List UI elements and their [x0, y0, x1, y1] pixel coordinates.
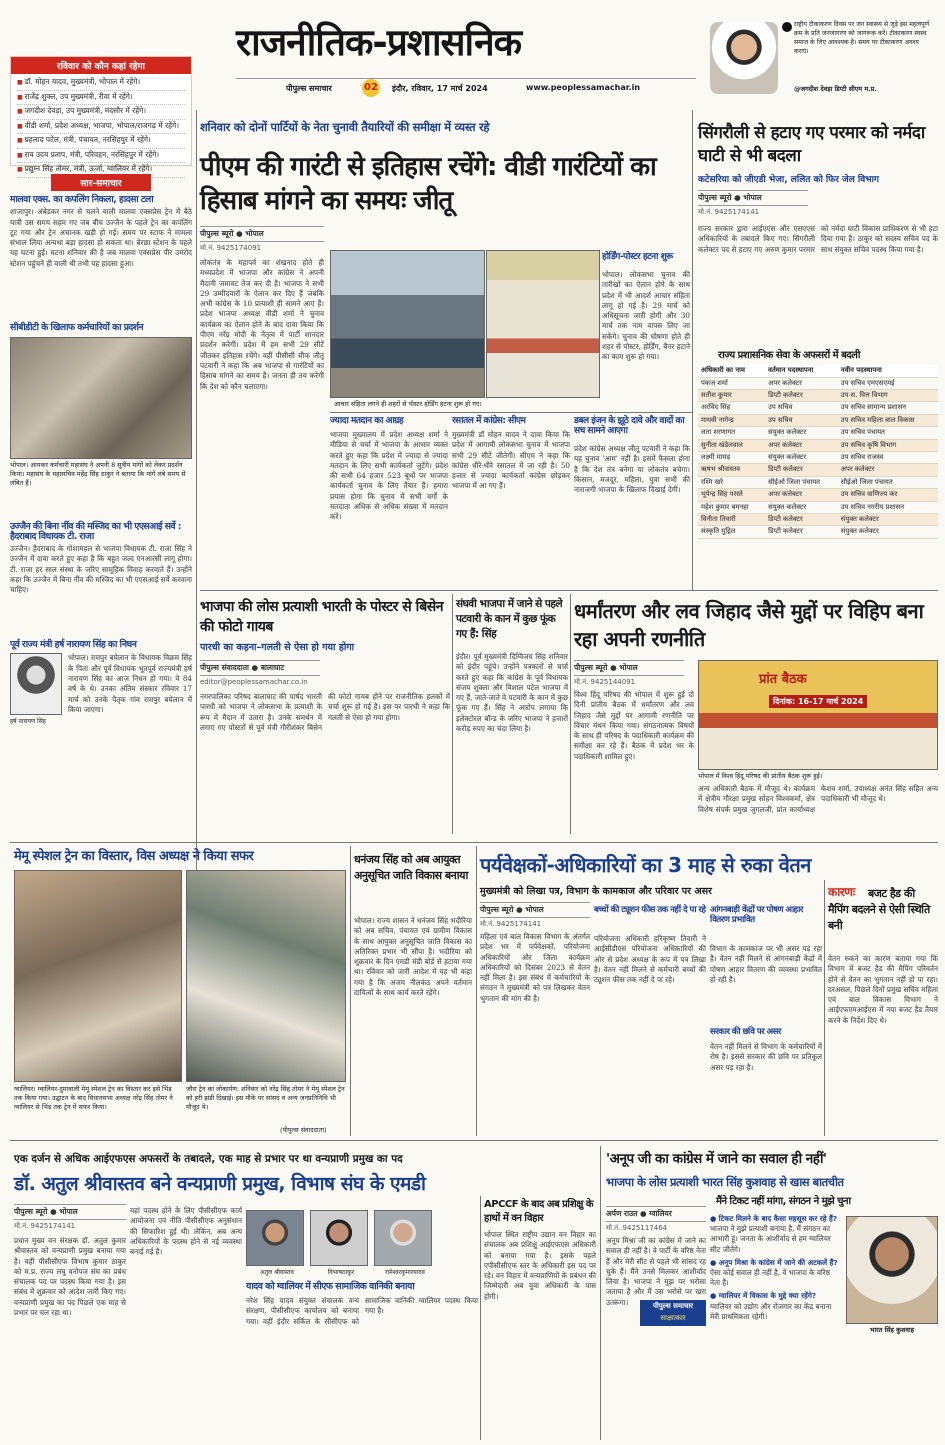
lead-byline: पीपुल्स ब्यूरो ● भोपाल — [200, 226, 324, 242]
ifs-sub-body: नरेश सिंह यादव संयुक्त संचालक वन्य संरक्षण, पीसीसीएफ कार्यालय को बनाया गया। वहीं इंदौर सर्किल के सीसीएफ को सामाजिक वानिकी ग्वालियर पदस्थ किया गया है। — [246, 1296, 478, 1326]
row-divider — [10, 1140, 938, 1141]
interview-headline: भाजपा के लोस प्रत्याशी भारत सिंह कुशवाह से खास बातचीत — [606, 1175, 844, 1189]
quote-box — [708, 20, 936, 96]
ifs-headline: डॉ. अतुल श्रीवास्तव बने वन्यप्राणी प्रमुख, विभाष संघ के एमडी — [14, 1173, 426, 1195]
train-headline: मेमू स्पेशल ट्रेन का विस्तार, विस अध्यक्ष ने किया सफर — [14, 849, 254, 864]
train-credit: (पीपुल्स संवाददाता) — [280, 1126, 327, 1134]
list-item: ■ जगदीश देवड़ा, उप मुख्यमंत्री, मंदसौर में रहेंगे। — [17, 105, 185, 120]
ifs-sub-head: यादव को ग्वालियर में सीएफ सामाजिक वानिकी बनाया — [246, 1281, 415, 1292]
table-cell: अरविंद सिंह — [698, 402, 765, 414]
ifs-photo2-caption: विभाषठाकुर — [327, 1269, 355, 1276]
table-row — [698, 427, 938, 439]
table-cell: उप सचिव सामान्य प्रशासन — [838, 402, 938, 414]
interview-inset — [640, 1300, 706, 1326]
table-cell: डिप्टी कलेक्टर — [765, 464, 838, 476]
saar-story1-body: शाजापुर। अंबेडकर नगर से चलने वाली मालवा एक्सप्रेस ट्रेन में बैठे यात्री उस समय सहम गए जब बीच उज्जैन के पहले ट्रेन का कपलिंग टूट गया और ट्रेन अचानक खड़ी हो गई। समय पर स्टाफ ने मामला संभाल लिया अन्यथा बड़ा हादसा हो सकता था। बेरछा स्टेशन के पहले यह घटना हुई। घटना शनिवार की है जब मालवा एक्सप्रेस पीर उमरोद स्टेशन पहुंचने ही वाली थी तभी यह हादसा हुआ। — [10, 207, 192, 268]
table-cell: उप सचिव वाणिज्य कर — [838, 489, 938, 501]
table-cell: डिप्टी कलेक्टर — [765, 390, 838, 402]
sanghvi-headline: संघवी भाजपा में जाने से पहले पटवारी के कान में कुछ फूंक गए हैं: सिंह — [456, 598, 563, 640]
table-cell: उप सचिव पंचायत — [838, 427, 938, 439]
saar-story2-head: सीबीडीटी के खिलाफ कर्मचारियों का प्रदर्शन — [10, 322, 144, 334]
saar-story1-head: मालवा एक्स. का कपलिंग निकला, हादसा टला — [10, 194, 154, 205]
col-divider — [570, 594, 571, 834]
table-cell: महेश कुमार बमनहा — [698, 501, 765, 513]
table-cell: संस्कृति मुद्गिल — [698, 526, 765, 538]
vhp-byline-box — [574, 660, 684, 687]
table-cell: उप सचिव नगरीय प्रशासन — [838, 501, 938, 513]
interview-question: ● टिकट मिलने के बाद कैसा महसूस कर रहे हैं? — [710, 1214, 838, 1223]
quote-avatar — [710, 22, 778, 94]
salary-sub3-head: सरकार की छवि पर असर — [710, 1027, 781, 1037]
interview-qa — [710, 1214, 842, 1436]
lead-photo-2 — [486, 250, 600, 398]
salary-headline: पर्यवेक्षकों-अधिकारियों का 3 माह से रुका वेतन — [480, 853, 811, 877]
table-cell: उप सचिव कृषि विभाग — [838, 439, 938, 451]
interview-byline-box — [606, 1206, 706, 1233]
col-divider — [692, 110, 693, 590]
salary-body: महिला एवं बाल विकास विभाग के अंतर्गत प्रदेश भर में पर्यवेक्षकों, परियोजना अधिकारियों और जिला कार्यक्रम अधिकारियों को दिसंबर 2023 से वेतन नहीं मिला है। इस संबंध में कर्मचारियों के संगठन ने मुख्यमंत्री को पत्र लिखकर वेतन भुगतान की मांग की है। — [480, 932, 590, 1003]
vhp-byline: पीपुल्स ब्यूरो ● भोपाल — [574, 660, 684, 676]
singrauli-byline-box — [698, 190, 808, 217]
paper-name: पीपुल्स समाचार — [286, 84, 332, 93]
table-cell: उप सचिव — [765, 402, 838, 414]
lead-body: लोकतंत्र के महापर्व का शंखनाद होते ही मध्यप्रदेश में भाजपा और कांग्रेस ने अपनी मैदानी जमावट तेज कर दी है। भाजपा ने सभी 29 उम्मीदवारों के ऐलान कर दिए हैं जबकि अभी कांग्रेस के 10 प्रत्याशी ही सामने आए हैं। प्रदेश भाजपा अध्यक्ष वीडी शर्मा ने चुनाव कार्यक्रम का ऐलान होने के बाद दावा किया कि पीएम नरेंद्र मोदी के नेतृत्व में पार्टी शानदार प्रदर्शन करेगी। प्रदेश में हम सभी 29 सीटें जीतकर इतिहास रचेंगे। वहीं पीसीसी चीफ जीतू पटवारी ने कहा कि अब भाजपा से गारंटियों का हिसाब मांगने का समय है। जनता ही तय करेगी कि देश को कौन चलाएगा। — [200, 258, 324, 391]
quote-icon — [782, 22, 792, 32]
header-cell: अधिकारी का नाम — [698, 365, 765, 377]
table-cell: अपर कलेक्टर — [765, 489, 838, 501]
lead-side-head: होर्डिंग-पोस्टर हटना शुरू — [602, 252, 673, 262]
table-row — [698, 514, 938, 526]
train-caption-left: ग्वालियर। ग्वालियर-दुमावाली मेमू स्पेशल ट्रेन का विस्तार कर इसे भिंड तक किया गया। उद्घाटन के बाद विधानसभा अध्यक्ष नरेंद्र सिंह तोमर ने ग्वालियर से भिंड तक ट्रेन में सफर किया। — [14, 1085, 173, 1111]
table-cell: माधवी नागेन्द्र — [698, 414, 765, 426]
vhp-mobile: मो.नं. 9425144091 — [574, 678, 636, 686]
page-number: 02 — [362, 79, 380, 97]
ifs-byline-box — [14, 1204, 126, 1231]
vhp-headline: धर्मांतरण और लव जिहाद जैसे मुद्दों पर विहिप बना रहा अपनी रणनीति — [574, 599, 924, 651]
salary-sub1-body: परियोजना अधिकारी हरिकृष्ण तिवारी ने आईसीडीएस परियोजना अधिकारियों की ओर से प्रदेश अध्यक्ष के रूप में पत्र लिखा है। वेतन नहीं मिलने से कर्मचारी बच्चों की ट्यूशन फीस तक नहीं दे पा रहे। — [594, 934, 706, 985]
table-cell: लता शरणागत — [698, 427, 765, 439]
salary-byline-box — [480, 902, 590, 929]
col-divider — [452, 594, 453, 834]
list-item: ■ प्रद्युम्न सिंह तोमर, मंत्री, ऊर्जा, ग्वालियर में रहेंगे। — [17, 163, 185, 178]
ifs-byline: पीपुल्स ब्यूरो ● भोपाल — [14, 1204, 126, 1220]
dhananjay-body: भोपाल। राज्य शासन ने धनंजय सिंह भदौरिया को अब सचिव, पंचायत एवं ग्रामीण विकास के साथ आयुक्त अनुसूचित जाति विकास का अतिरिक्त प्रभार भी सौंपा है। भदौरिया को शुक्रवार के दिन एमडी मंडी बोर्ड से हटाया गया था। रविवार को जारी आदेश में यह भी कहा गया है कि अजय नीलकंठ अपने वर्तमान दायित्वों के साथ कार्य करते रहेंगे। — [354, 916, 472, 998]
lead-side-body: भोपाल। लोकसभा चुनाव की तारीखों का ऐलान होने के साथ प्रदेश में भी आदर्श आचार संहिता लागू हो गई है। 29 मार्च को अधिसूचना जारी होगी और 30 मार्च तक नाम वापस लिए जा सकेंगे। चुनाव की घोषणा होते ही शहर से पोस्टर, होर्डिंग, बैनर हटाने का काम शुरू हो गया। — [602, 270, 690, 362]
table-row — [698, 439, 938, 451]
budget-headline: बजट हैड की मैपिंग बदलने से ऐसी स्थिति बनी — [828, 887, 930, 932]
lead-photo — [330, 250, 485, 398]
table-header — [698, 365, 938, 377]
bjp-poster-email[interactable]: editor@peoplessamachar.co.in — [200, 678, 308, 686]
list-item: ■ राजेंद्र शुक्ल, उप मुख्यमंत्री, रीवा में रहेंगे। — [17, 91, 185, 106]
transfers-title: राज्य प्रशासनिक सेवा के अफसरों में बदली — [718, 350, 860, 361]
dual-engine-body: प्रदेश कांग्रेस अध्यक्ष जीतू पटवारी ने कहा कि यह चुनाव 'आम' नहीं है। इसमें फैसला होना है कि देश तंत्र बनेगा या लोकतंत्र बचेगा। किसान, मजदूर, महिला, युवा सभी की नाराजगी भाजपा के खिलाफ दिखाई देगी। — [574, 444, 690, 495]
table-row — [698, 414, 938, 426]
interview-question: ● ग्वालियर में विकास के मुद्दे क्या रहेंगे? — [710, 1291, 817, 1301]
col-divider — [600, 1146, 601, 1440]
ifs-photo1-caption: अतुल श्रीवास्तव — [260, 1269, 294, 1276]
table-row — [698, 526, 938, 538]
table-cell: सतीश कुमार — [698, 390, 765, 402]
table-row — [698, 501, 938, 513]
saar-story2-caption: भोपाल। आयकर कर्मचारी महासंघ ने अपनी 8 सूत्रीय मांगों को लेकर प्रदर्शन किया। महासंघ के महासचिव महेंद्र सिंह ठाकुर ने बताया कि मांगें लंबे समय से लंबित हैं। — [10, 460, 186, 487]
vhp-body2: अन्य अधिकारी बैठक में मौजूद थे। कार्यक्रम में क्षेत्रीय गौरक्षा प्रमुख सोहन विश्वकर्मा, क्षेत्र विशेष संपर्क प्रमुख जुगलजी, प्रांत कार्याध्यक्ष केशव शर्मा, उपाध्यक्ष अनंत सिंह सहित अन्य पदाधिकारी भी मौजूद थे। — [698, 784, 938, 814]
apccf-body: भोपाल स्थित राष्ट्रीय उद्यान वन विहार का संचालक अब प्रशिक्षु आईएफएस अधिकारी को बनाया गया है। इसके पहले एपीसीसीएफ स्तर के अधिकारी इस पद पर रहे। वन विहार में वन्यप्राणियों के प्रबंधन की जिम्मेदारी अब युवा अधिकारी के पास होगी। — [484, 1230, 596, 1301]
header-cell: वर्तमान पदस्थापना — [765, 365, 838, 377]
table-cell: सुनीता खंडेलवाल — [698, 439, 765, 451]
inset-label: साक्षात्कार — [660, 1314, 686, 1322]
ifs-kicker: एक दर्जन से अधिक आईएफएस अफसरों के तबादले, एक माह से प्रभार पर था वन्यप्राणी प्रमुख का पद — [14, 1153, 403, 1165]
sunday-list — [11, 74, 191, 180]
ifs-photo3-caption: रामेश्वरकुमारयादव — [385, 1269, 425, 1276]
budget-body: वेतन रुकने का कारण बताया गया कि विभाग में बजट हैड की मैपिंग परिवर्तन होने से वेतन का भुगतान नहीं हो पा रहा। दरअसल, पिछले दिनों प्रमुख सचिव महिला एवं बाल विकास विभाग ने आईएफएमआईएस में नया बजट हैड तैयार करने के निर्देश दिए थे। — [828, 954, 938, 1025]
lead-mobile: मो.नं. 9425174091 — [200, 244, 262, 252]
saar-story4-head: पूर्व राज्य मंत्री हर्ष नारायण सिंह का निधन — [10, 639, 137, 651]
table-cell: रश्मि खरे — [698, 476, 765, 488]
section-title: राजनीतिक-प्रशासनिक — [236, 21, 522, 64]
table-row — [698, 464, 938, 476]
table-row — [698, 476, 938, 488]
vhp-banner-text: प्रांत बैठक — [759, 672, 807, 687]
table-cell: विनीता तिवारी — [698, 514, 765, 526]
salary-mobile: मो.नं. 9425174141 — [480, 920, 542, 928]
dual-engine-head: डबल इंजन के झूठे दावे और वादों का सच सामने आएगा — [574, 416, 685, 437]
table-cell: अपर कलेक्टर — [838, 464, 938, 476]
dateline: इंदौर, रविवार, 17 मार्च 2024 — [392, 84, 488, 93]
interview-byline: अर्पण राउत ● ग्वालियर — [606, 1206, 706, 1222]
table-row — [698, 402, 938, 414]
vhp-body: विश्व हिंदू परिषद की भोपाल में शुरू हुई दो दिनी प्रांतीय बैठक में धर्मांतरण और लव जिहाद जैसे मुद्दों पर आगामी रणनीति पर विचार मंथन किया गया। संगठनात्मक विषयों के साथ ही परिषद के पदाधिकारी कार्यक्रम की समीक्षा कर रहे हैं। बैठक में प्रदेश भर के पदाधिकारी शामिल हुए। — [574, 690, 694, 761]
lead-photo-caption: आचार संहिता लगने ही शहरों से पोस्टर होर्डिंग हटना शुरू हो गए। — [334, 400, 482, 408]
lead-kicker: शनिवार को दोनों पार्टियों के नेता चुनावी तैयारियों की समीक्षा में व्यस्त रहे — [200, 120, 490, 134]
ifs-photo-1 — [246, 1210, 304, 1266]
table-row — [698, 390, 938, 402]
apccf-headline: APCCF के बाद अब प्रशिक्षु के हाथों में वन विहार — [484, 1199, 594, 1224]
ifs-body2: यहां पदस्थ होने के लिए पीसीसीएफ कार्य आयोजना एवं नीति पीसीसीएफ अनुसंधान की सिफारिश हुई थी। लेकिन, अब अन्य अधिकारियों के पदस्थ होने से नई व्यवस्था बनाई गई है। — [130, 1206, 242, 1257]
table-cell: डिप्टी कलेक्टर — [765, 526, 838, 538]
table-cell: अपर कलेक्टर — [765, 439, 838, 451]
protest-photo — [10, 337, 192, 459]
table-row — [698, 452, 938, 464]
vhp-photo — [698, 660, 938, 770]
interview-intro: अनूप मिश्रा जी का कांग्रेस में जाने का सवाल ही नहीं है। वे पार्टी के वरिष्ठ नेता हैं और मेरी सीट से पहले भी सांसद रह चुके हैं। मैंने उनसे मिलकर आशीर्वाद लिया है। भाजपा ने मुझ पर भरोसा जताया है और मैं उस भरोसे पर खरा उतरूंगा। — [606, 1236, 706, 1307]
table-cell: सीईओ जिला पंचायत — [765, 476, 838, 488]
dhananjay-headline: धनंजय सिंह को अब आयुक्त अनुसूचित जाति विकास बनाया — [354, 853, 468, 882]
table-cell: संयुक्त कलेक्टर — [765, 427, 838, 439]
table-cell: सीईओ जिला पंचायत — [838, 476, 938, 488]
table-cell: लक्ष्मी मामड़ — [698, 452, 765, 464]
table-cell: अपर कलेक्टर — [765, 377, 838, 389]
lead-byline-box — [200, 226, 324, 253]
table-cell: संयुक्त कलेक्टर — [765, 501, 838, 513]
table-cell: उप सचिव राजस्व — [838, 452, 938, 464]
ifs-photo-3 — [374, 1210, 432, 1266]
salary-subhead: मुख्यमंत्री को लिखा पत्र, विभाग के कामकाज और परिवार पर असर — [480, 886, 712, 897]
vhp-photo-caption: भोपाल में विश्व हिंदू परिषद की प्रांतीय बैठक शुरू हुई। — [698, 772, 823, 780]
col-divider — [350, 846, 351, 1136]
congress-head: रसातल में कांग्रेस: सीएम — [452, 416, 526, 426]
interview-answer: भाजपा ने मुझे प्रत्याशी बनाया है, मैं संगठन का आभारी हूं। जनता के आशीर्वाद से हम ग्वालियर सीट जीतेंगे। — [710, 1224, 831, 1254]
saar-story4-body: भोपाल। रामपुर बघेलान के विधायक विक्रम सिंह के पिता और पूर्व विधायक भूतपूर्व राज्यमंत्री हर्ष नारायण सिंह का आज निधन हो गया। वे 84 वर्ष के थे। उनका अंतिम संस्कार रविवार 17 मार्च को उनके पैतृक गांव रामपुर बघेलान में किया जाएगा। — [68, 653, 192, 714]
row-divider — [330, 412, 692, 413]
singrauli-body: राज्य सरकार द्वारा आईएएस और एसएएस अधिकारियों के तबादले किए गए। सिंगरौली कलेक्टर पद से हटाए गए अरुण कुमार परमार को नर्मदा घाटी विकास प्राधिकरण से भी हटा दिया गया है। ठाकुर को सदस्य सचिव पद के साथ संयुक्त सचिव पदस्थ किया गया है। — [698, 224, 938, 254]
list-item: ■ डॉ. मोहन यादव, मुख्यमंत्री, भोपाल में रहेंगे। — [17, 76, 185, 91]
row-divider — [200, 590, 938, 591]
list-item: ■ प्रहलाद पटेल, मंत्री, पंचायत, नरसिंहपुर में रहेंगे। — [17, 134, 185, 149]
row-divider — [10, 842, 938, 843]
ifs-mobile: मो.नं. 9425174141 — [14, 1222, 76, 1230]
col-divider — [480, 1196, 481, 1440]
interview-intro-cont — [606, 1340, 706, 1436]
bjp-poster-byline: पीपुल्स संवाददाता ● बालाघाट — [200, 660, 320, 676]
list-item: ■ वीडी शर्मा, प्रदेश अध्यक्ष, भाजपा, भोपाल/राजगढ़ में रहेंगे। — [17, 120, 185, 135]
ifs-body: प्रधान मुख्य वन संरक्षक डॉ. अतुल कुमार श्रीवास्तव को वन्यप्राणी प्रमुख बनाया गया है। वहीं पीसीसीएफ विभाष कुमार ठाकुर को म.प्र. राज्य लघु वनोपज संघ का प्रबंध संचालक पद पर पदस्थ किया गया है। इस संबंध में शुक्रवार को आदेश जारी किए गए। वन्यप्राणी प्रमुख का पद पिछले एक माह से प्रभार पर चल रहा था। — [14, 1236, 126, 1318]
website[interactable]: www.peoplessamachar.in — [526, 83, 641, 92]
inset-paper: पीपुल्स समाचार — [652, 1302, 694, 1310]
ifs-photo-2 — [310, 1210, 368, 1266]
bjp-poster-headline: भाजपा की लोस प्रत्याशी भारती के पोस्टर से बिसेन की फोटो गायब — [200, 599, 443, 635]
singrauli-headline: सिंगरौली से हटाए गए परमार को नर्मदा घाटी से भी बदला — [698, 123, 925, 166]
bjp-poster-subhead: पारधी का कहना–गलती से ऐसा हो गया होगा — [200, 642, 355, 653]
sunday-box-title: रविवार को कौन कहां रहेगा — [11, 57, 191, 74]
interview-photo-caption: भारत सिंह कुशवाह — [869, 1326, 915, 1334]
singrauli-byline: पीपुल्स ब्यूरो ● भोपाल — [698, 190, 808, 206]
table-cell: उप सचिव महिला बाल विकास — [838, 414, 938, 426]
table-cell: संयुक्त कलेक्टर — [838, 514, 938, 526]
interview-kicker: 'अनूप जी का कांग्रेस में जाने का सवाल ही नहीं' — [606, 1151, 827, 1167]
singrauli-mobile: मो.नं. 9425174141 — [698, 208, 760, 216]
header-cell: नवीन पदस्थापना — [838, 365, 938, 377]
transfers-table — [698, 365, 938, 539]
salary-sub2-body: विभाग के कामकाज पर भी असर पड़ रहा है। वेतन नहीं मिलने से आंगनबाड़ी केंद्रों में पोषण आहार वितरण की व्यवस्था प्रभावित हो रही है। — [710, 944, 822, 984]
table-cell: संयुक्त कलेक्टर — [765, 452, 838, 464]
salary-sub3-body: वेतन नहीं मिलने से विभाग के कर्मचारियों में रोष है। इससे सरकार की छवि पर प्रतिकूल असर पड़ रहा है। — [710, 1042, 822, 1072]
vhp-banner-date: दिनांक: 16-17 मार्च 2024 — [769, 695, 867, 708]
saar-title: सार-समाचार — [51, 174, 151, 191]
interview-question: ● अनूप मिश्रा के कांग्रेस में जाने की अटकलें हैं? — [710, 1257, 838, 1267]
voting-body: भाजपा मुख्यालय में प्रदेश अध्यक्ष शर्मा ने मीडिया से चर्चा में भाजपा के आभार व्यक्त करते हुए कहा कि प्रदेश में ज्यादा से ज्यादा मतदान के लिए सभी कार्यकर्ता जुटेंगे। प्रदेश की सभी 64 हजार 523 बूथों पर भाजपा कार्यकर्ता चुनाव के लिए तैयार हैं। हमारा प्रयास होगा कि चुनाव में सभी वर्गों के मतदाता अधिक से अधिक संख्या में मतदान करें। — [330, 430, 448, 522]
interview-subhead: मैंने टिकट नहीं मांगा, संगठन ने मुझे चुना — [716, 1196, 851, 1207]
bjp-poster-byline-box — [200, 660, 320, 686]
table-cell: ऋषभ श्रीवास्तव — [698, 464, 765, 476]
interview-photo — [846, 1216, 938, 1324]
col-divider — [476, 846, 477, 1136]
quote-author: @जगदीश देवड़ा डिप्टी सीएम म.प्र. — [794, 85, 877, 93]
voting-head: ज्यादा मतदान का आग्रह — [330, 416, 404, 426]
congress-body: मुख्यमंत्री डॉ मोहन यादव ने दावा किया कि प्रदेश में आगामी लोकसभा चुनाव में भाजपा सभी 29 सीटें जीतेगी। सीएम ने कहा कि कांग्रेस धीरे-धीरे रसातल में जा रही है। 50 हजार से ज्यादा कार्यकर्ता कांग्रेस छोड़कर भाजपा में आ गए हैं। — [452, 430, 570, 491]
table-cell: उप सचिव — [765, 414, 838, 426]
bjp-poster-body: नगरपालिका परिषद बालाघाट की पार्षद भारती पारधी को भाजपा ने लोकसभा के प्रत्याशी के रूप में मैदान में उतारा है। उनके समर्थन में लगाए गए पोस्टरों से पूर्व मंत्री गौरीशंकर बिसेन की फोटो गायब होने पर राजनीतिक हलकों में चर्चा शुरू हो गई है। इस पर पारधी ने कहा कि गलती से ऐसा हो गया होगा। — [200, 692, 450, 732]
table-row — [698, 377, 938, 389]
masthead-bar — [236, 78, 696, 96]
train-caption-right: जौरा ट्रेन का लोकार्पण: शनिवार को नरेंद्र सिंह तोमर ने मेमू स्पेशल ट्रेन को हरी झंडी दिखाई। इस मौके पर सांसद व अन्य जनप्रतिनिधि भी मौजूद थे। — [186, 1085, 345, 1111]
train-photo-right — [186, 870, 346, 1082]
interview-answer: ऐसा कोई सवाल ही नहीं है, वे भाजपा के वरिष्ठ नेता हैं। — [710, 1268, 830, 1288]
salary-sub2-head: आंगनबाड़ी केंद्रों पर पोषण आहार वितरण प्रभावित — [710, 905, 803, 925]
sunday-box — [10, 56, 192, 173]
table-cell: डिप्टी कलेक्टर — [765, 514, 838, 526]
list-item: ■ राव उदय प्रताप, मंत्री, परिवहन, नरसिंहपुर में रहेंगे। — [17, 149, 185, 164]
quote-text: राष्ट्रीय टीकाकरण दिवस पर जन स्वास्थ्य से जुड़े इस महत्वपूर्ण क्रम के प्रति जनजागरण को जागरूक करें। टीकाकरण स्वस्थ समाज के लिए आवश्यक है। समय पर टीकाकरण अवश्य कराएं। — [794, 21, 930, 55]
table-cell: भूपेन्द्र सिंह परस्ते — [698, 489, 765, 501]
obituary-photo — [10, 653, 62, 715]
budget-label: कारणः — [828, 885, 855, 899]
sanghvi-body: इंदौर। पूर्व मुख्यमंत्री दिग्विजय सिंह शनिवार को इंदौर पहुंचे। उन्होंने पत्रकारों से चर्चा करते हुए कहा कि कांग्रेस के पूर्व विधायक संजय शुक्ला और विशाल पटेल भाजपा में गए हैं, जाते-जाते वे पटवारी के कान में कुछ फूंक गए हैं। सिंह ने आरोप लगाया कि इलेक्टोरल बॉन्ड के जरिए भाजपा ने हजारों करोड़ रुपए का चंदा लिया है। — [456, 652, 568, 734]
table-cell: संयुक्त कलेक्टर — [838, 526, 938, 538]
table-cell: पंकज शर्मा — [698, 377, 765, 389]
salary-sub1-head: बच्चों की ट्यूशन फीस तक नहीं दे पा रहे — [594, 905, 706, 915]
singrauli-subhead: कटेसरिया को जीएडी भेजा, ललित को फिर जेल विभाग — [698, 175, 879, 185]
interview-mobile: मो.नं. 9425117464 — [606, 1224, 668, 1232]
saar-column — [10, 174, 192, 874]
col-divider — [196, 110, 197, 870]
obituary-caption: हर्ष नारायण सिंह — [10, 718, 46, 726]
table-row — [698, 489, 938, 501]
col-divider — [824, 880, 825, 1136]
table-cell: उप सचिव एमएसएमई — [838, 377, 938, 389]
interview-answer: ग्वालियर को उद्योग और रोजगार का केंद्र बनाना मेरी प्राथमिकता रहेगी। — [710, 1301, 832, 1321]
lead-headline: पीएम की गारंटी से इतिहास रचेंगे: वीडी गारंटियों का हिसाब मांगने का समयः जीतू — [200, 152, 656, 216]
saar-story3-head: उज्जैन की बिना नींव की मस्जिद का भी एएसआई सर्वे : हैदराबाद विधायक टी. राजा — [10, 520, 181, 542]
table-cell: उप स. वित्त विभाग — [838, 390, 938, 402]
saar-story3-body: उज्जैन। हैदराबाद के गोशामहल से भाजपा विधायक टी. राजा सिंह ने उज्जैन में दावा करते हुए कहा है कि बहुत जल्द एनआरसी लागू होगा। टी. राजा हर साल संस्था के जरिए सामूहिक विवाह करवाते हैं। उन्होंने कहा कि उज्जैन में बिना नींव की मस्जिद का भी एएसआई सर्वे करवाना चाहिए। — [10, 544, 192, 595]
train-photo-left — [14, 870, 182, 1082]
transfers-box — [698, 348, 938, 586]
salary-byline: पीपुल्स ब्यूरो ● भोपाल — [480, 902, 590, 918]
